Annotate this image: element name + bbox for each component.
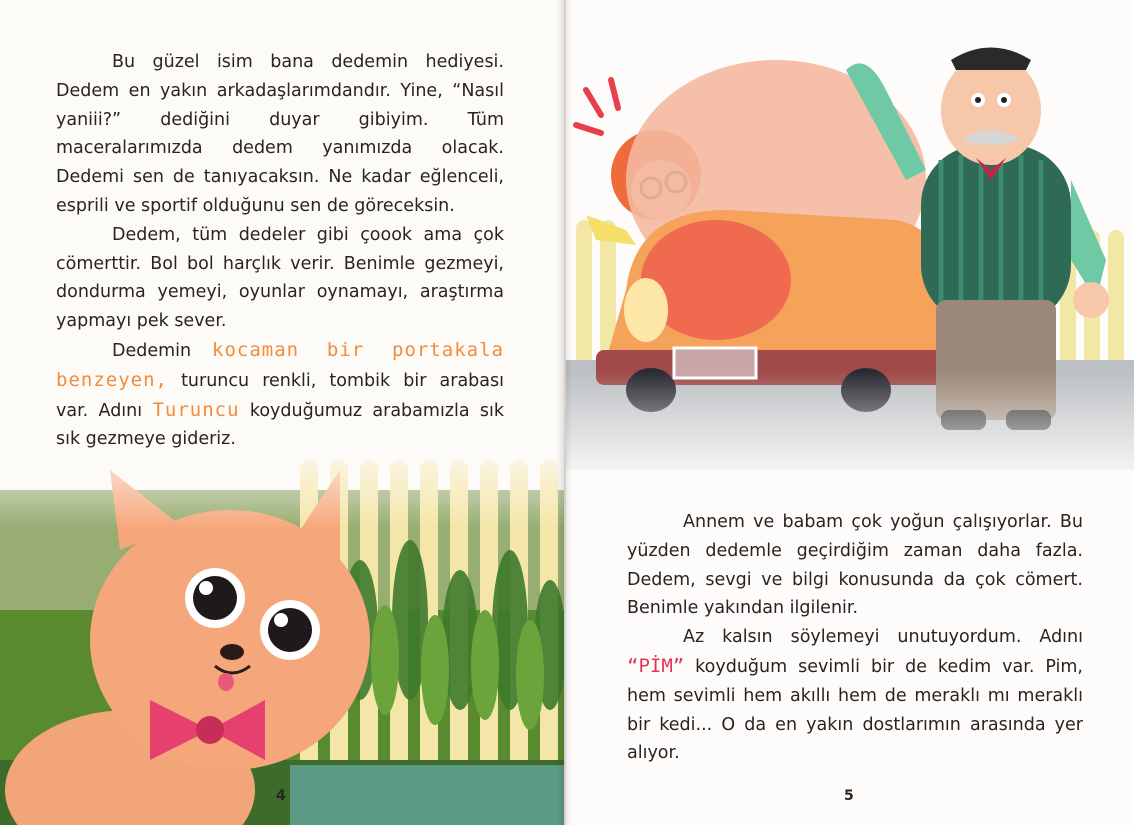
left-page-text	[56, 48, 504, 454]
left-paragraph-2: Dedem, tüm dedeler gibi çoook ama çok cömerttir. Bol bol harçlık verir. Benimle gezmeyi, dondurma yemeyi, oyunlar oynamayı, araştırma yapmayı pek sever.	[56, 224, 504, 332]
right-paragraph-1: Annem ve babam çok yoğun çalışıyorlar. Bu yüzden dedemle geçirdiğim zaman daha fazla. Dedem, sevgi ve bilgi konusunda da çok cömert. Benimle yakından ilgilenir.	[627, 512, 1083, 619]
left-paragraph-3-end: koyduğumuz arabamızla sık sık gezmeye gideriz.	[56, 400, 504, 450]
highlight-orange-phrase: kocaman bir portakala benzeyen,	[56, 338, 504, 391]
cat-garden-illustration	[0, 430, 564, 825]
page-number-right: 5	[844, 788, 854, 804]
left-paragraph-3-middle: turuncu renkli, tombik bir arabası var. Adını	[56, 370, 504, 421]
highlight-cat-name: “PİM”	[627, 654, 685, 677]
right-paragraph-2-start: Az kalsın söylemeyi unutuyordum. Adını	[683, 627, 1083, 648]
left-page	[0, 0, 564, 825]
grandpa-car-illustration	[566, 30, 1134, 485]
highlight-car-name: Turuncu	[152, 398, 240, 421]
left-paragraph-3-start: Dedemin	[112, 340, 213, 361]
book-gutter	[556, 0, 572, 825]
left-paragraph-1: Bu güzel isim bana dedemin hediyesi. Dedem en yakın arkadaşlarımdandır. Yine, “Nasıl yaniii?” dediğini duyar gibiyim. Tüm maceralarımızda dedem yanımızda olacak. Dedemi sen de tanıyacaksın. Ne kadar eğlenceli, esprili ve sportif olduğunu sen de göreceksin.	[56, 52, 504, 216]
right-page	[566, 0, 1134, 825]
right-page-text	[627, 508, 1083, 768]
right-paragraph-2-end: koyduğum sevimli bir de kedim var. Pim, hem sevimli hem akıllı hem de meraklı mı meraklı bir kedi... O da en yakın dostlarımın arasında yer alıyor.	[627, 656, 1083, 764]
page-number-left: 4	[276, 788, 286, 804]
